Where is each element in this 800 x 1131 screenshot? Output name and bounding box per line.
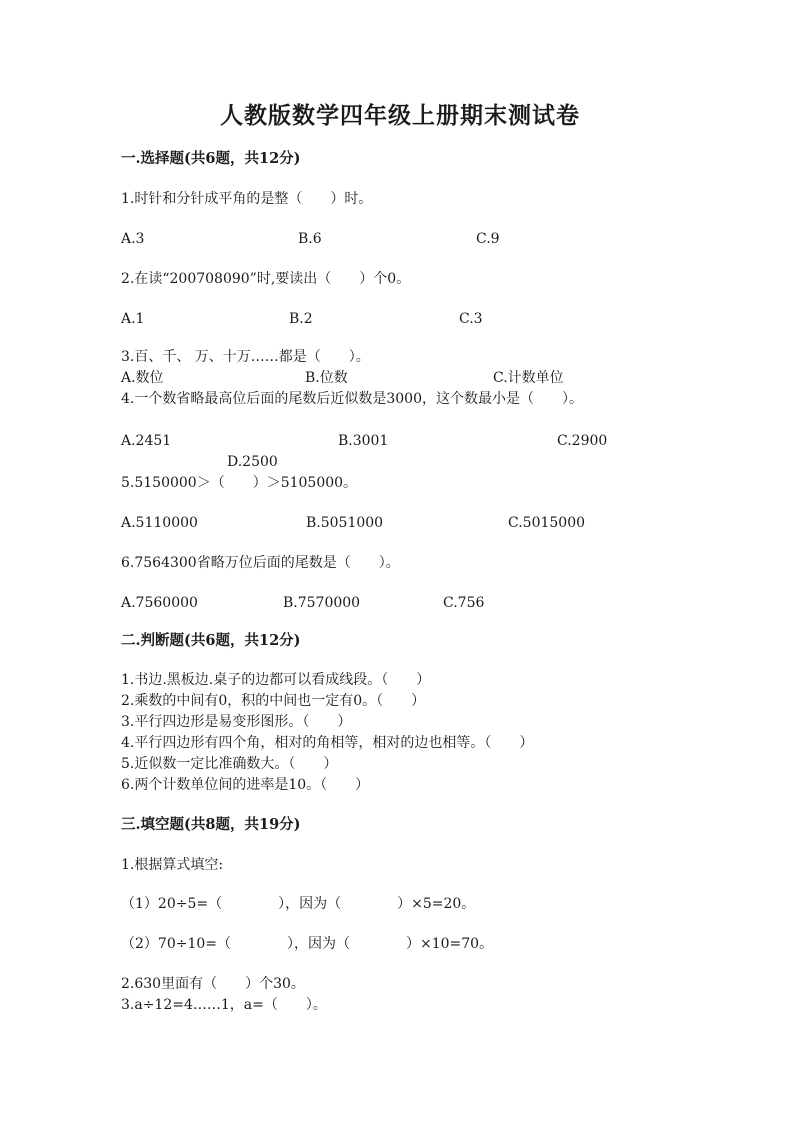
question-stem: 6.7564300省略万位后面的尾数是（ ）。 (121, 555, 400, 571)
option-b: B.位数 (305, 370, 348, 386)
judgement-item: 2.乘数的中间有0，积的中间也一定有0。（ ） (121, 693, 426, 709)
question-stem: 2.630里面有（ ）个30。 (121, 976, 305, 992)
option-a: A.数位 (121, 370, 164, 386)
option-a: A.1 (121, 311, 145, 327)
judgement-item: 5.近似数一定比准确数大。（ ） (121, 756, 338, 772)
page-title: 人教版数学四年级上册期末测试卷 (220, 102, 580, 129)
option-a: A.3 (121, 231, 145, 247)
question-stem: 4.一个数省略最高位后面的尾数后近似数是3000，这个数最小是（ ）。 (121, 391, 583, 407)
option-c: C.9 (476, 231, 500, 247)
option-c: C.756 (443, 595, 485, 611)
judgement-item: 6.两个计数单位间的进率是10。（ ） (121, 777, 370, 793)
option-b: B.6 (298, 231, 322, 247)
option-a: A.2451 (121, 433, 172, 449)
option-b: B.3001 (338, 433, 389, 449)
sub-question: （1）20÷5=（ ），因为（ ）×5=20。 (121, 896, 476, 912)
option-b: B.2 (289, 311, 313, 327)
option-d: D.2500 (227, 454, 278, 470)
option-c: C.计数单位 (493, 370, 564, 386)
judgement-item: 4.平行四边形有四个角，相对的角相等，相对的边也相等。（ ） (121, 735, 534, 751)
option-b: B.7570000 (283, 595, 361, 611)
judgement-item: 3.平行四边形是易变形图形。（ ） (121, 714, 352, 730)
judgement-item: 1.书边.黑板边.桌子的边都可以看成线段。（ ） (121, 672, 431, 688)
section-header-judgement: 二.判断题(共6题，共12分) (121, 632, 301, 649)
option-c: C.3 (459, 311, 483, 327)
section-header-choice: 一.选择题(共6题，共12分) (121, 150, 301, 167)
question-stem: 3.a÷12=4……1，a=（ ）。 (121, 997, 327, 1013)
question-stem: 3.百、千、 万、十万……都是（ ）。 (121, 349, 370, 365)
option-c: C.2900 (557, 433, 608, 449)
option-c: C.5015000 (508, 515, 586, 531)
option-a: A.7560000 (121, 595, 198, 611)
question-stem: 1.时针和分针成平角的是整（ ）时。 (121, 191, 373, 207)
option-a: A.5110000 (121, 515, 198, 531)
section-header-fill: 三.填空题(共8题，共19分) (121, 816, 301, 833)
sub-question: （2）70÷10=（ ），因为（ ）×10=70。 (121, 936, 494, 952)
question-stem: 2.在读“200708090”时,要读出（ ）个0。 (121, 271, 411, 287)
question-stem: 5.5150000＞（ ）＞5105000。 (121, 475, 358, 491)
option-b: B.5051000 (306, 515, 384, 531)
question-stem: 1.根据算式填空: (121, 857, 224, 873)
